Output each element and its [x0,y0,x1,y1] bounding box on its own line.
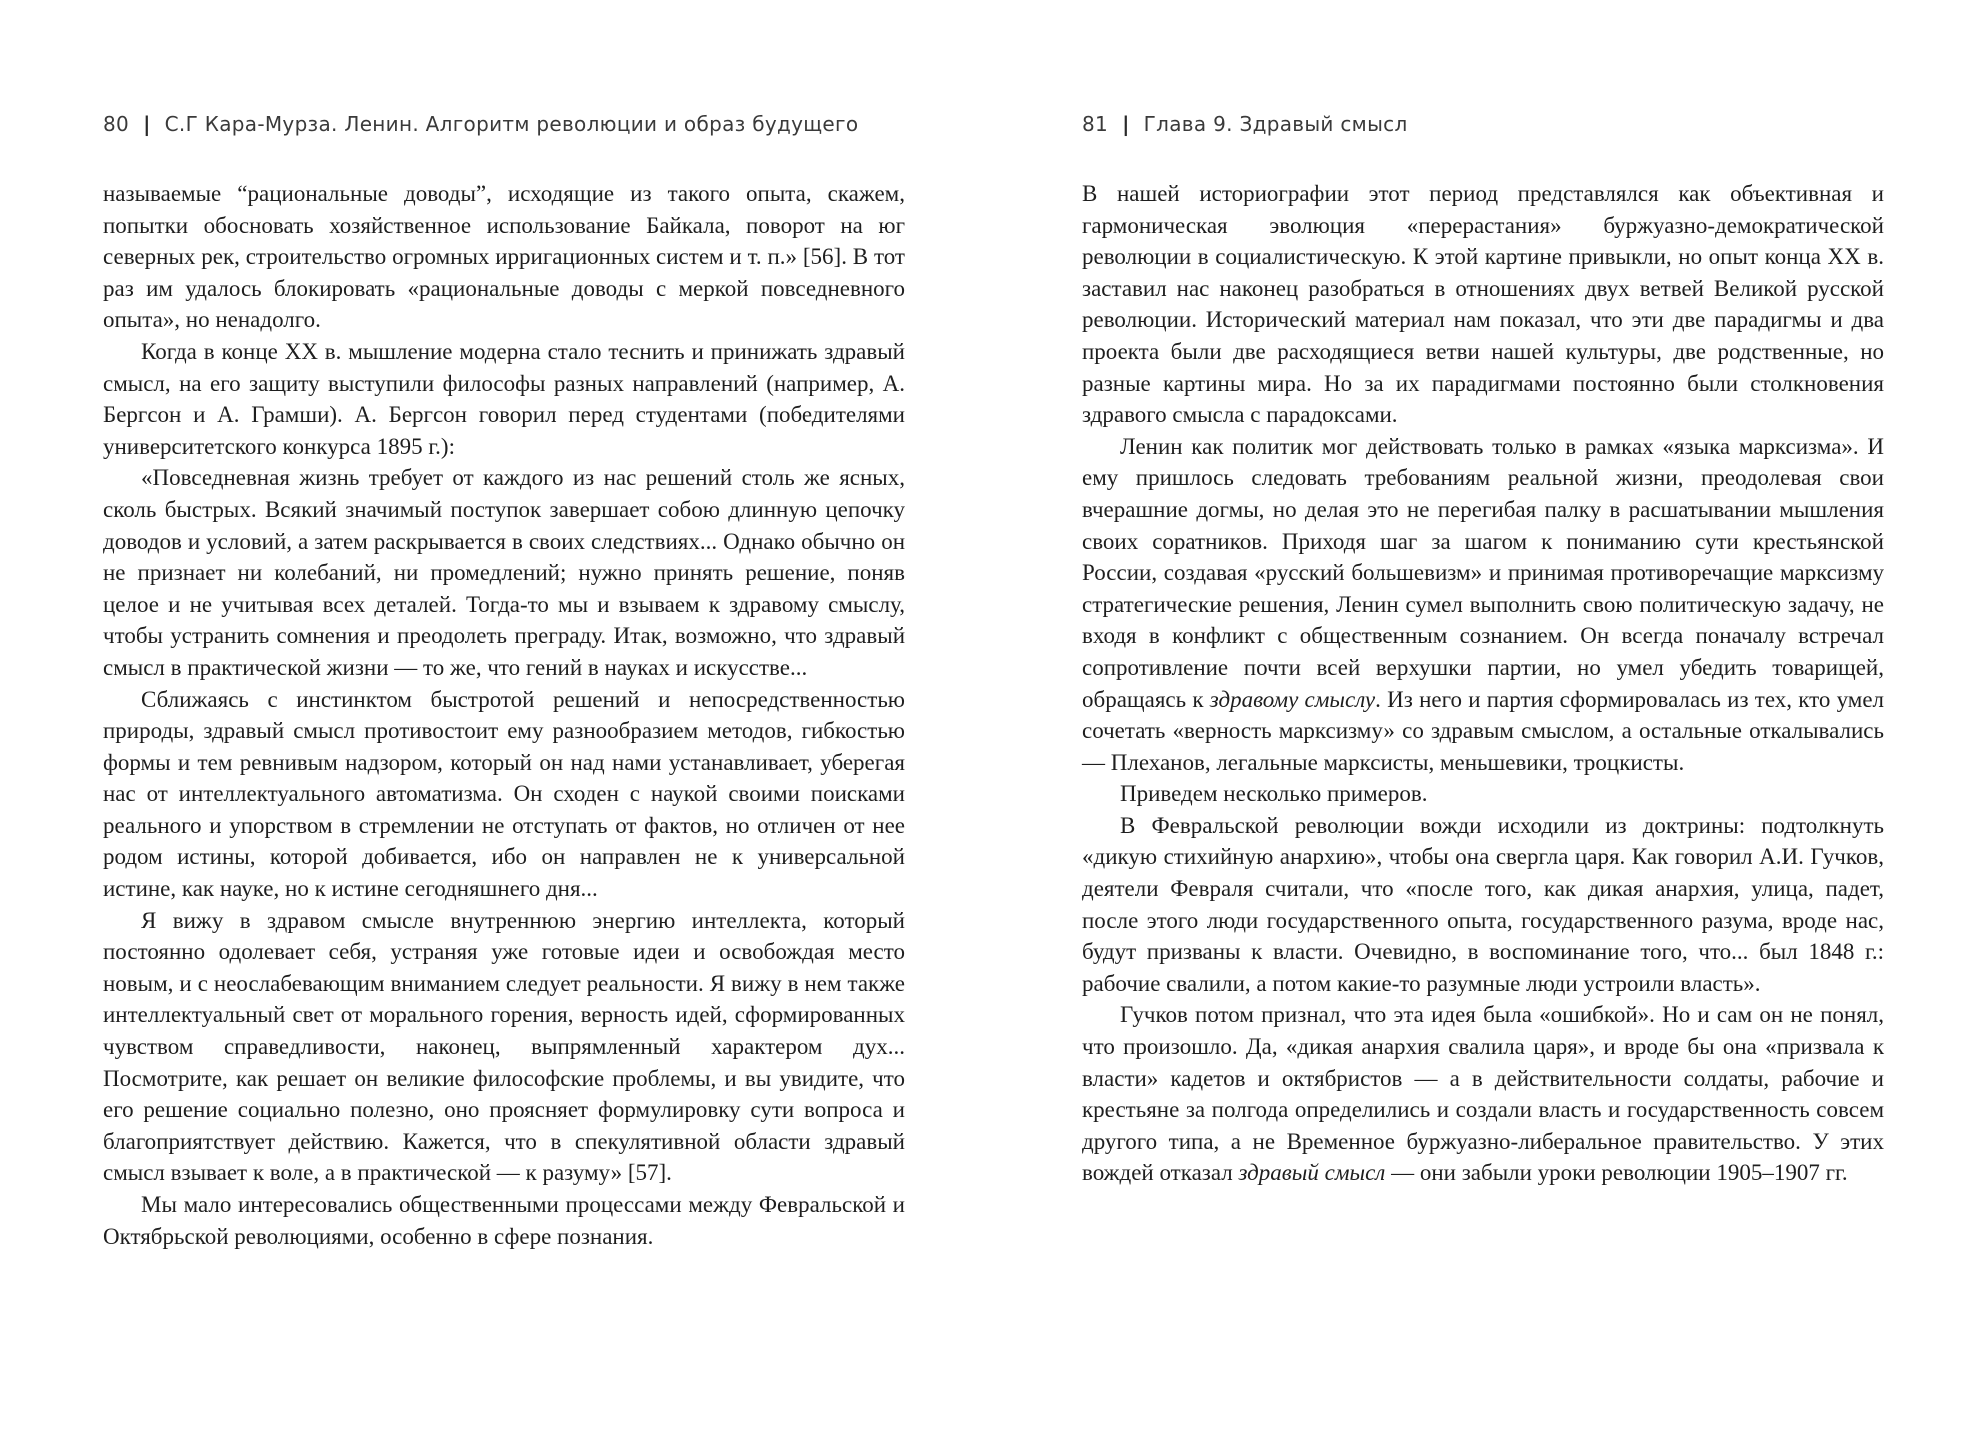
right-page-number: 81 [1082,112,1109,136]
right-running-head [1082,112,1408,136]
paragraph: Когда в конце XX в. мышление модерна стало теснить и принижать здравый смысл, на его защиту выступили философы разных направлений (например, А. Бергсон и А. Грамши). А. Бергсон говорил перед студентами (победителями университетского конкурса 1895 г.): [103,338,905,459]
paragraph-text: — они забыли уроки революции 1905–1907 гг. [1385,1160,1848,1186]
paragraph-text: . Из него и партия сформировалась из тех, кто умел сочетать «верность марксизму» со здравым смыслом, а остальные откалывались — Плеханов, легальные марксисты, меньшевики, троцкисты. [1082,686,1885,775]
right-body-text [1082,178,1884,1189]
quote-paragraph: «Повседневная жизнь требует от каждого из нас решений столь же ясных, сколь быстрых. Всякий значимый поступок завершает собою длинную цепочку доводов и условий, а затем раскрывается в своих следствиях... Однако обычно он не признает ни колебаний, ни промедлений; нужно принять решение, поняв целое и не учитывая всех деталей. Тогда-то мы и взываем к здравому смыслу, чтобы устранить сомнения и преодолеть преграду. Итак, возможно, что здравый смысл в практической жизни — то же, что гений в науках и искусстве... [103,465,905,680]
left-page-number: 80 [103,112,130,136]
paragraph: называемые “рациональные доводы”, исходящие из такого опыта, скажем, попытки обосновать хозяйственное использование Байкала, поворот на юг северных рек, строительство огромных ирригационных систем и т. п.» [56]. В тот раз им удалось блокировать «рациональные доводы с меркой повседневного опыта», но ненадолго. [103,181,905,333]
paragraph-text: Гучков потом признал, что эта идея была «ошибкой». Но и сам он не понял, что произошло. Да, «дикая анархия свалила царя», и вроде бы она «призвала к власти» кадетов и октябристов — а в действительности солдаты, рабочие и крестьяне за полгода определились и создали власть и государственность совсем другого типа, а не Временное буржуазно-либеральное правительство. У этих вождей отказал [1082,1002,1884,1186]
italic-phrase: здравому смыслу [1209,686,1376,712]
paragraph: В нашей историографии этот период представлялся как объективная и гармоническая эволюция «перерастания» буржуазно-демократической революции в социалистическую. К этой картине привыкли, но опыт конца XX в. заставил нас наконец разобраться в отношениях двух ветвей Великой русской революции. Исторический материал нам показал, что эти две парадигмы и два проекта были две расходящиеся ветви нашей культуры, две родственные, но разные картины мира. Но за их парадигмами постоянно были столкновения здравого смысла с парадоксами. [1082,181,1884,428]
right-running-title: Глава 9. Здравый смысл [1143,112,1408,136]
quote-paragraph: Я вижу в здравом смысле внутреннюю энергию интеллекта, который постоянно одолевает себя, устраняя уже готовые идеи и освобождая место новым, и с неослабевающим вниманием следует реальности. Я вижу в нем также интеллектуальный свет от морального горения, верность идей, сформированных чувством справедливости, наконец, выпрямленный характером дух... Посмотрите, как решает он великие философские проблемы, и вы увидите, что его решение социально полезно, оно проясняет формулировку сути вопроса и благоприятствует действию. Кажется, что в спекулятивной области здравый смысл взывает к воле, а в практической — к разуму» [57]. [103,907,905,1186]
quote-paragraph: Сближаясь с инстинктом быстротой решений и непосредственностью природы, здравый смысл противостоит ему разнообразием методов, гибкостью формы и тем ревнивым надзором, который он над нами устанавливает, уберегая нас от интеллектуального автоматизма. Он сходен с наукой своими поисками реального и упорством в стремлении не отступать от фактов, но отличен от нее родом истины, которой добивается, ибо он направлен не к универсальной истине, как науке, но к истине сегодняшнего дня... [103,686,905,902]
left-body-text [103,178,905,1252]
left-running-head [103,112,858,136]
head-separator: | [143,112,151,136]
paragraph [1082,431,1884,779]
italic-phrase: здравый смысл [1238,1160,1386,1186]
paragraph: Мы мало интересовались общественными процессами между Февральской и Октябрьской революциями, особенно в сфере познания. [103,1192,905,1249]
head-separator: | [1122,112,1130,136]
paragraph [1082,999,1884,1189]
left-running-title: С.Г Кара-Мурза. Ленин. Алгоритм революции и образ будущего [164,112,859,136]
paragraph-text: Ленин как политик мог действовать только в рамках «языка марксизма». И ему пришлось следовать требованиям реальной жизни, преодолевая свои вчерашние догмы, но делая это не перегибая палку в расшатывании мышления своих соратников. Приходя шаг за шагом к пониманию сути крестьянской России, создавая «русский большевизм» и принимая противоречащие марксизму стратегические решения, Ленин сумел выполнить свою политическую задачу, не входя в конфликт с общественным сознанием. Он всегда поначалу встречал сопротивление почти всей верхушки партии, но умел убедить товарищей, обращаясь к [1082,433,1884,712]
paragraph: Приведем несколько примеров. [1120,781,1428,807]
paragraph: В Февральской революции вожди исходили из доктрины: подтолкнуть «дикую стихийную анархию», чтобы она свергла царя. Как говорил А.И. Гучков, деятели Февраля считали, что «после того, как дикая анархия, улица, падет, после этого люди государственного опыта, государственного разума, вроде нас, будут призваны к власти. Очевидно, в воспоминание того, что... был 1848 г.: рабочие свалили, а потом какие-то разумные люди устроили власть». [1082,812,1884,996]
